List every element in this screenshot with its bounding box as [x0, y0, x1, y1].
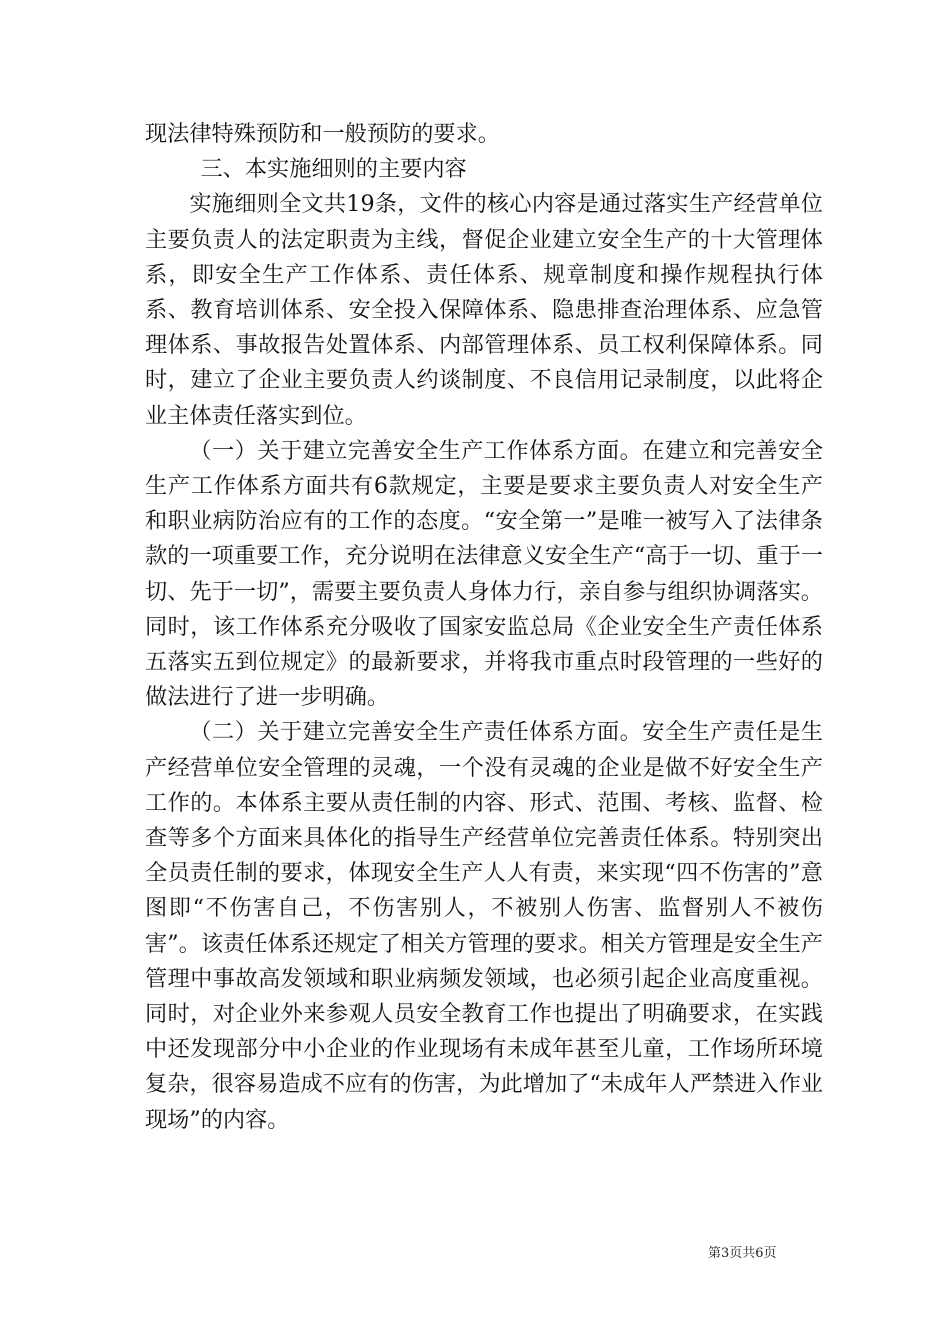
page-number-label: 第3页共6页 — [708, 1246, 777, 1261]
paragraph-overview: 实施细则全文共19条，文件的核心内容是通过落实生产经营单位主要负责人的法定职责为主线，督促企业建立安全生产的十大管理体系，即安全生产工作体系、责任体系、规章制度和操作规程执行体系、教育培训体系、安全投入保障体系、隐患排查治理体系、应急管理体系、事故报告处置体系、内部管理体系、员工权利保障体系。同时，建立了企业主要负责人约谈制度、不良信用记录制度，以此将企业主体责任落实到位。 — [145, 191, 823, 429]
page-number-footer — [708, 1245, 828, 1263]
paragraph-continuation: 现法律特殊预防和一般预防的要求。 — [145, 121, 500, 147]
section-heading: 三、本实施细则的主要内容 — [200, 156, 467, 183]
paragraph-work-system: （一）关于建立完善安全生产工作体系方面。在建立和完善安全生产工作体系方面共有6款规定，主要是要求主要负责人对安全生产和职业病防治应有的工作的态度。“安全第一”是唯一被写入了法律条款的一项重要工作，充分说明在法律意义安全生产“高于一切、重于一切、先于一切”，需要主要负责人身体力行，亲自参与组织协调落实。同时，该工作体系充分吸收了国家安监总局《企业安全生产责任体系五落实五到位规定》的最新要求，并将我市重点时段管理的一些好的做法进行了进一步明确。 — [145, 437, 823, 711]
paragraph-responsibility-system: （二）关于建立完善安全生产责任体系方面。安全生产责任是生产经营单位安全管理的灵魂，一个没有灵魂的企业是做不好安全生产工作的。本体系主要从责任制的内容、形式、范围、考核、监督、检查等多个方面来具体化的指导生产经营单位完善责任体系。特别突出全员责任制的要求，体现安全生产人人有责，来实现“四不伤害的”意图即“不伤害自己，不伤害别人，不被别人伤害、监督别人不被伤害”。该责任体系还规定了相关方管理的要求。相关方管理是安全生产管理中事故高发领域和职业病频发领域，也必须引起企业高度重视。同时，对企业外来参观人员安全教育工作也提出了明确要求，在实践中还发现部分中小企业的作业现场有未成年甚至儿童，工作场所环境复杂，很容易造成不应有的伤害，为此增加了“未成年人严禁进入作业现场”的内容。 — [145, 719, 823, 1133]
body-text — [145, 117, 823, 1138]
